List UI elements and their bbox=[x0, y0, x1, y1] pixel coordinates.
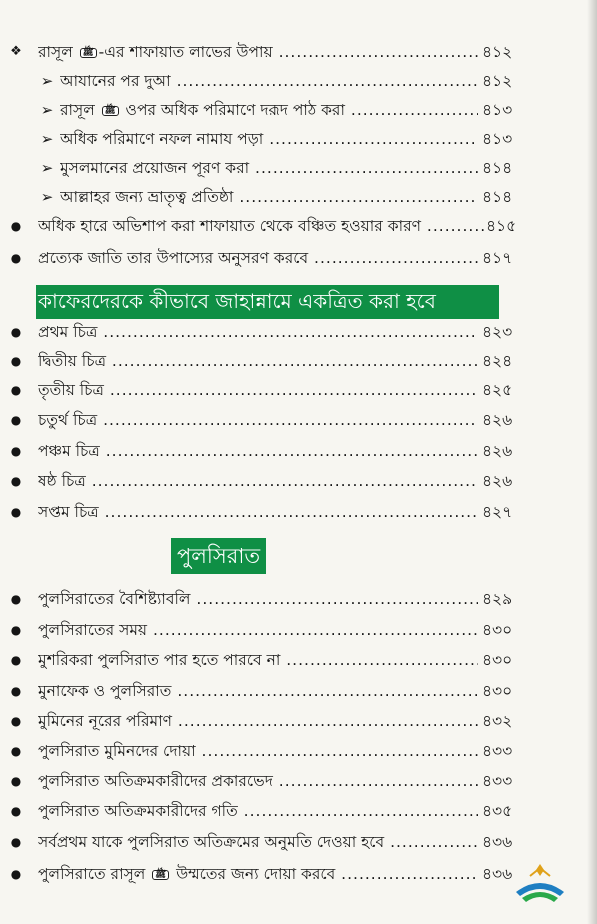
toc-row bbox=[0, 767, 597, 795]
toc-page-number: ৪২৬ bbox=[482, 411, 513, 429]
toc-page-number: ৪১২ bbox=[482, 72, 513, 90]
toc-entry-title: আযানের পর দুআ ..... bbox=[60, 67, 478, 95]
toc-row bbox=[0, 437, 597, 465]
toc-page-number: ৪১৩ bbox=[482, 130, 513, 148]
bullet-icon: ● bbox=[10, 684, 22, 698]
toc-row bbox=[0, 376, 597, 404]
toc-row bbox=[0, 860, 597, 888]
arrow-bullet-icon: ➢ bbox=[40, 159, 54, 177]
bullet-icon: ● bbox=[10, 505, 22, 519]
toc-page-number: ৪৩৬ bbox=[482, 865, 513, 883]
bullet-icon: ● bbox=[10, 623, 22, 637]
salutation-emblem-icon: ﷺ bbox=[102, 106, 119, 116]
toc-entry-title: প্রত্যেক জাতি তার উপাস্যের অনুসরণ করবে ..... bbox=[38, 244, 478, 272]
bullet-icon: ● bbox=[10, 219, 22, 233]
toc-row bbox=[0, 212, 597, 240]
toc-row bbox=[0, 677, 597, 705]
toc-row bbox=[0, 244, 597, 272]
arrow-bullet-icon: ➢ bbox=[40, 130, 54, 148]
toc-entry-title: রাসূল ﷺ -এর শাফায়াত লাভের উপায় ..... bbox=[38, 38, 478, 66]
toc-row bbox=[0, 406, 597, 434]
toc-entry-title: চতুর্থ চিত্র ..... bbox=[38, 406, 478, 434]
diamond-bullet-icon: ❖ bbox=[10, 44, 22, 59]
toc-row bbox=[0, 67, 597, 95]
bullet-icon: ● bbox=[10, 251, 22, 265]
bullet-icon: ● bbox=[10, 744, 22, 758]
toc-entry-title: পুলসিরাতে রাসূল ﷺ উম্মতের জন্য দোয়া করবে ..... bbox=[38, 860, 478, 888]
toc-row bbox=[0, 467, 597, 495]
toc-page-number: ৪৩০ bbox=[482, 651, 513, 669]
toc-entry-title: অধিক পরিমাণে নফল নামায পড়া ..... bbox=[60, 125, 478, 153]
toc-row bbox=[0, 347, 597, 375]
publisher-logo-icon bbox=[512, 862, 568, 906]
toc-row bbox=[0, 498, 597, 526]
bullet-icon: ● bbox=[10, 474, 22, 488]
toc-page-number: ৪৩৬ bbox=[482, 833, 513, 851]
toc-row bbox=[0, 585, 597, 613]
toc-entry-title: অধিক হারে অভিশাপ করা শাফায়াত থেকে বঞ্চিত হওয়ার কারণ ..... bbox=[38, 212, 486, 240]
toc-page-number: ৪২৬ bbox=[482, 442, 513, 460]
arrow-bullet-icon: ➢ bbox=[40, 72, 54, 90]
toc-page-number: ৪২৭ bbox=[482, 503, 513, 521]
toc-row bbox=[0, 125, 597, 153]
toc-page-number: ৪২৫ bbox=[482, 381, 513, 399]
toc-page-number: ৪২৩ bbox=[482, 323, 513, 341]
toc-row bbox=[0, 183, 597, 211]
toc-entry-title: ষষ্ঠ চিত্র ..... bbox=[38, 467, 478, 495]
toc-row bbox=[0, 616, 597, 644]
bullet-icon: ● bbox=[10, 714, 22, 728]
toc-row bbox=[0, 646, 597, 674]
toc-entry-title: পুলসিরাত অতিক্রমকারীদের গতি ..... bbox=[38, 797, 478, 825]
bullet-icon: ● bbox=[10, 354, 22, 368]
section-heading-banner: পুলসিরাত bbox=[171, 538, 266, 574]
toc-row bbox=[0, 737, 597, 765]
toc-entry-title: পুলসিরাতের বৈশিষ্ট্যাবলি ..... bbox=[38, 585, 478, 613]
toc-entry-title: তৃতীয় চিত্র ..... bbox=[38, 376, 478, 404]
bullet-icon: ● bbox=[10, 804, 22, 818]
toc-row bbox=[0, 38, 597, 66]
toc-row bbox=[0, 96, 597, 124]
salutation-emblem-icon: ﷺ bbox=[80, 48, 97, 58]
bullet-icon: ● bbox=[10, 383, 22, 397]
toc-entry-title: পঞ্চম চিত্র ..... bbox=[38, 437, 478, 465]
arrow-bullet-icon: ➢ bbox=[40, 188, 54, 206]
toc-page-number: ৪৩৩ bbox=[482, 742, 513, 760]
toc-entry-title: পুলসিরাতের সময় ..... bbox=[38, 616, 478, 644]
toc-page-number: ৪৩০ bbox=[482, 682, 513, 700]
toc-entry-title: সর্বপ্রথম যাকে পুলসিরাত অতিক্রমের অনুমতি দেওয়া হবে ..... bbox=[38, 828, 478, 856]
bullet-icon: ● bbox=[10, 835, 22, 849]
toc-entry-title: দ্বিতীয় চিত্র ..... bbox=[38, 347, 478, 375]
bullet-icon: ● bbox=[10, 325, 22, 339]
bullet-icon: ● bbox=[10, 413, 22, 427]
arrow-bullet-icon: ➢ bbox=[40, 101, 54, 119]
bullet-icon: ● bbox=[10, 774, 22, 788]
toc-row bbox=[0, 154, 597, 182]
toc-entry-title: মুশরিকরা পুলসিরাত পার হতে পারবে না ..... bbox=[38, 646, 478, 674]
toc-page-number: ৪১৪ bbox=[482, 159, 513, 177]
toc-page-number: ৪৩৩ bbox=[482, 772, 513, 790]
toc-entry-title: মুমিনের নূরের পরিমাণ ..... bbox=[38, 707, 478, 735]
toc-page-number: ৪২৬ bbox=[482, 472, 513, 490]
toc-row bbox=[0, 828, 597, 856]
bullet-icon: ● bbox=[10, 592, 22, 606]
toc-page-number: ৪১২ bbox=[482, 43, 513, 61]
toc-page-number: ৪৩৫ bbox=[482, 802, 513, 820]
bullet-icon: ● bbox=[10, 444, 22, 458]
toc-page-number: ৪২৯ bbox=[482, 590, 513, 608]
toc-page-number: ৪৩২ bbox=[482, 712, 513, 730]
toc-entry-title: আল্লাহর জন্য ভ্রাতৃত্ব প্রতিষ্ঠা ..... bbox=[60, 183, 478, 211]
toc-page-number: ৪১৭ bbox=[482, 249, 513, 267]
toc-entry-title: মুনাফেক ও পুলসিরাত ..... bbox=[38, 677, 478, 705]
bullet-icon: ● bbox=[10, 653, 22, 667]
toc-page-number: ৪১৩ bbox=[482, 101, 513, 119]
section-heading-banner: কাফেরদেরকে কীভাবে জাহান্নামে একত্রিত করা হবে bbox=[36, 285, 499, 319]
toc-page-number: ৪২৪ bbox=[482, 352, 513, 370]
salutation-emblem-icon: ﷺ bbox=[152, 870, 169, 880]
toc-entry-title: পুলসিরাত অতিক্রমকারীদের প্রকারভেদ ..... bbox=[38, 767, 478, 795]
toc-entry-title: পুলসিরাত মুমিনদের দোয়া ..... bbox=[38, 737, 478, 765]
toc-page-number: ৪১৫ bbox=[486, 217, 517, 235]
toc-entry-title: রাসূল ﷺ ওপর অধিক পরিমাণে দরূদ পাঠ করা ..... bbox=[60, 96, 478, 124]
toc-entry-title: সপ্তম চিত্র ..... bbox=[38, 498, 478, 526]
toc-row bbox=[0, 797, 597, 825]
toc-entry-title: প্রথম চিত্র ..... bbox=[38, 318, 478, 346]
toc-row bbox=[0, 318, 597, 346]
toc-row bbox=[0, 707, 597, 735]
toc-entry-title: মুসলমানের প্রয়োজন পূরণ করা ..... bbox=[60, 154, 478, 182]
toc-page-number: ৪১৪ bbox=[482, 188, 513, 206]
toc-page-number: ৪৩০ bbox=[482, 621, 513, 639]
bullet-icon: ● bbox=[10, 867, 22, 881]
